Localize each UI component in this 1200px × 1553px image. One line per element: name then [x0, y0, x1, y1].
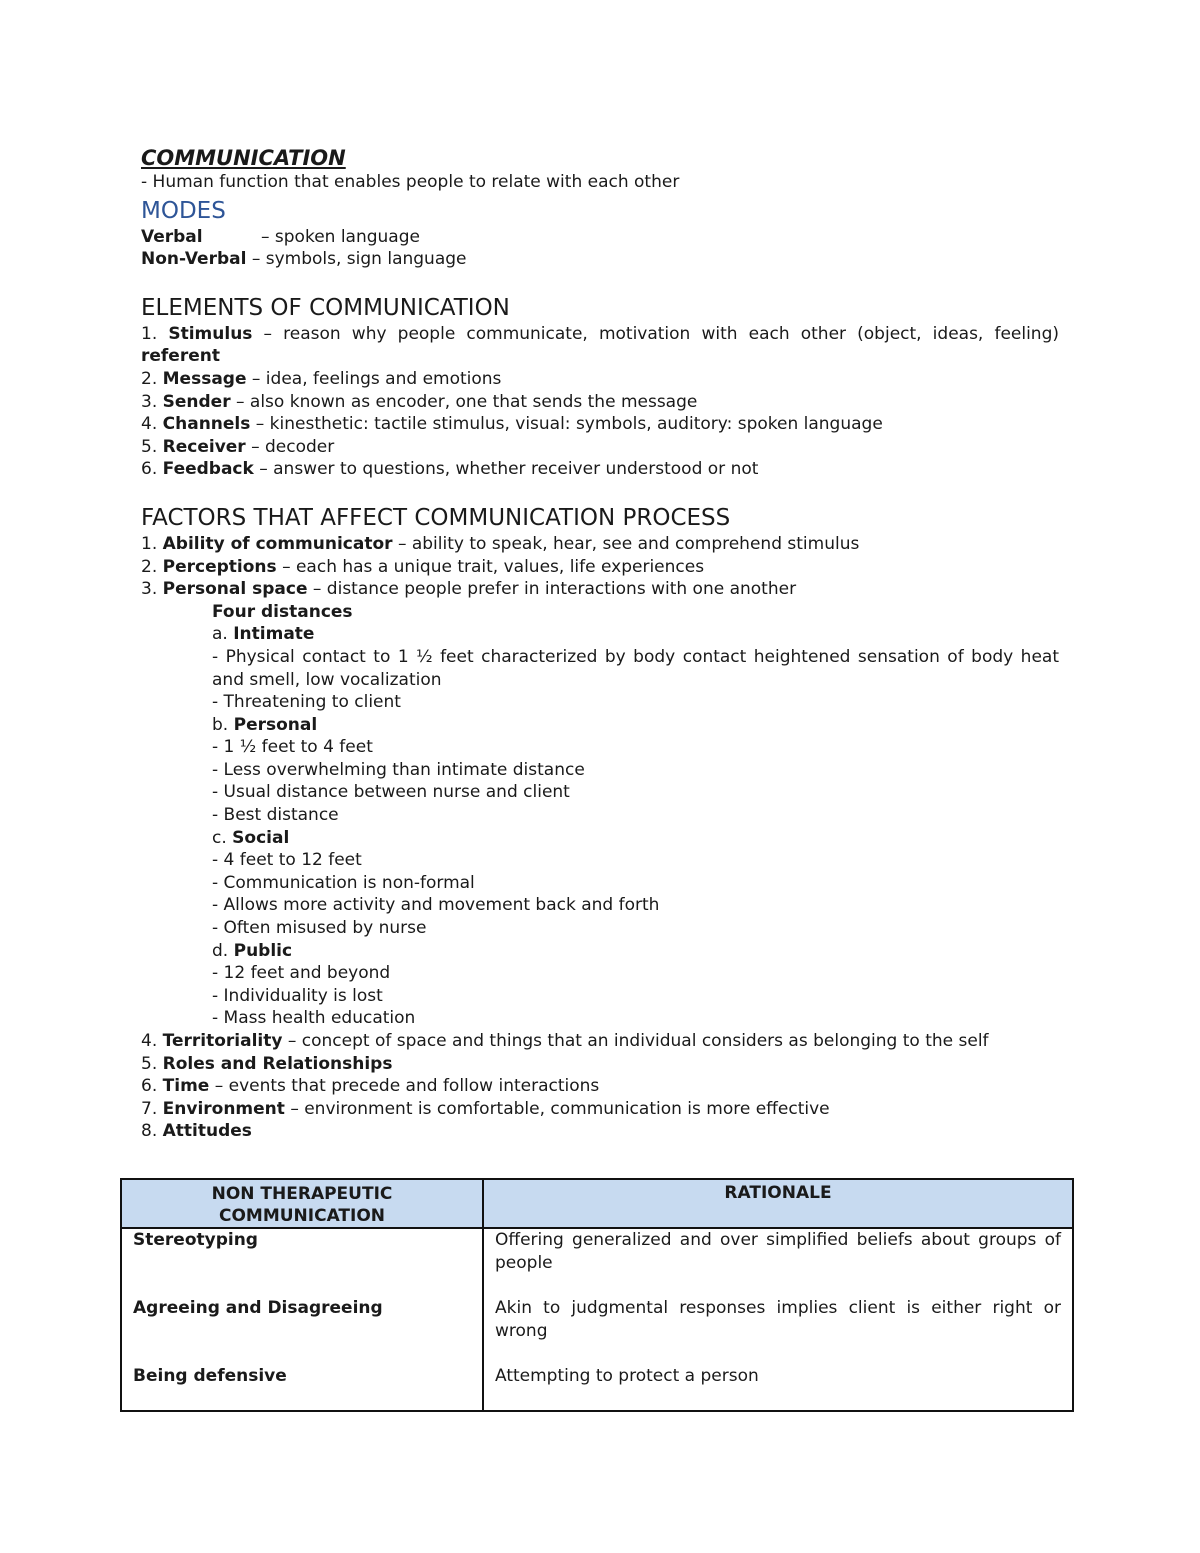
distance-detail: - Less overwhelming than intimate distance: [212, 759, 585, 780]
distance-detail: - Often misused by nurse: [212, 918, 427, 939]
distance-detail: - 1 ½ feet to 4 feet: [212, 737, 373, 758]
distance-detail: - Allows more activity and movement back and forth: [212, 895, 660, 916]
four-distances-heading: Four distances: [212, 601, 353, 622]
mode-nonverbal: [141, 248, 1059, 271]
distance-detail: - Usual distance between nurse and client: [212, 782, 570, 803]
factor-item: 7. Environment – environment is comfortable, communication is more effective: [141, 1098, 830, 1119]
definition: - Human function that enables people to relate with each other: [141, 172, 680, 192]
factor-item: 5. Roles and Relationships: [141, 1053, 393, 1074]
mode-label: Verbal: [141, 226, 203, 247]
distance-detail: - Physical contact to 1 ½ feet characterized by body contact heightened sensation of body heat and smell, low vocalization: [212, 646, 1059, 690]
mode-text: – spoken language: [261, 226, 420, 247]
factor-item: 2. Perceptions – each has a unique trait, values, life experiences: [141, 556, 705, 577]
mode-verbal: [141, 226, 1059, 249]
element-item: 1. Stimulus – reason why people communicate, motivation with each other (object, ideas, feeling) referent: [141, 323, 1060, 367]
element-item: 6. Feedback – answer to questions, whether receiver understood or not: [141, 459, 759, 480]
distance-detail: - Mass health education: [212, 1008, 416, 1029]
elements-heading: ELEMENTS OF COMMUNICATION: [141, 294, 510, 321]
distance-label: a. Intimate: [212, 624, 315, 645]
distance-label: c. Social: [212, 827, 290, 848]
table-header-cell: NON THERAPEUTIC COMMUNICATION: [121, 1179, 483, 1228]
distance-detail: - Threatening to client: [212, 692, 401, 713]
table-cell-name: Stereotyping Agreeing and Disagreeing Being defensive: [121, 1228, 483, 1411]
element-item: 4. Channels – kinesthetic: tactile stimulus, visual: symbols, auditory: spoken language: [141, 414, 883, 435]
element-item: 2. Message – idea, feelings and emotions: [141, 368, 502, 389]
factor-item: 6. Time – events that precede and follow interactions: [141, 1076, 600, 1097]
element-item: 3. Sender – also known as encoder, one that sends the message: [141, 391, 698, 412]
non-therapeutic-table: [120, 1178, 1074, 1412]
element-item: 5. Receiver – decoder: [141, 436, 335, 457]
table-header-cell: RATIONALE: [483, 1179, 1073, 1228]
mode-text: – symbols, sign language: [251, 249, 467, 270]
factor-item: 3. Personal space – distance people prefer in interactions with one another: [141, 579, 797, 600]
distance-detail: - Individuality is lost: [212, 985, 383, 1006]
distance-detail: - Best distance: [212, 805, 339, 826]
table-header-row: [121, 1179, 1073, 1228]
modes-heading: MODES: [141, 197, 226, 224]
distance-label: d. Public: [212, 940, 293, 961]
distance-detail: - 12 feet and beyond: [212, 963, 391, 984]
factors-heading: FACTORS THAT AFFECT COMMUNICATION PROCESS: [141, 504, 731, 531]
factor-item: 8. Attitudes: [141, 1121, 252, 1142]
document-title: COMMUNICATION: [141, 146, 346, 170]
four-distances: [141, 601, 1059, 1030]
distance-detail: - 4 feet to 12 feet: [212, 850, 362, 871]
document-page: [141, 145, 1059, 1143]
mode-label: Non-Verbal: [141, 249, 247, 270]
distance-detail: - Communication is non-formal: [212, 872, 475, 893]
table-cell-rationale: Offering generalized and over simplified beliefs about groups of people Akin to judgmental responses implies client is either right or wrong Attempting to protect a person: [483, 1228, 1073, 1411]
factor-item: 4. Territoriality – concept of space and things that an individual considers as belonging to the self: [141, 1031, 989, 1051]
factor-item: 1. Ability of communicator – ability to speak, hear, see and comprehend stimulus: [141, 533, 860, 554]
distance-label: b. Personal: [212, 714, 318, 735]
table-row: [121, 1228, 1073, 1411]
